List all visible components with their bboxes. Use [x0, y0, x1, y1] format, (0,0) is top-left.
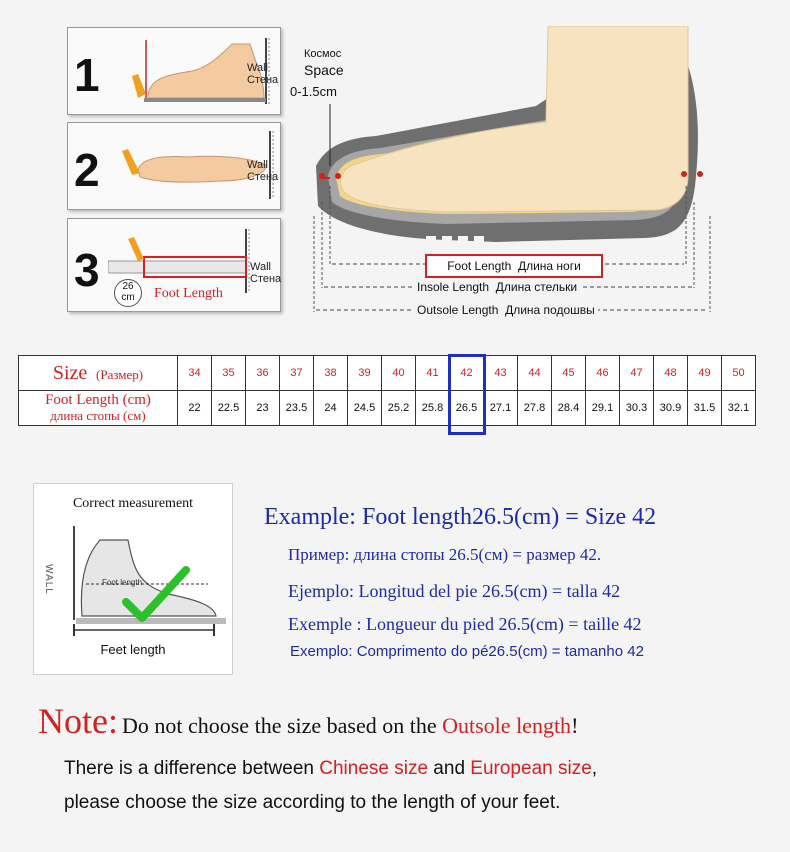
size-cell: 50: [722, 356, 756, 391]
wall-label: Wall Стена: [247, 62, 279, 86]
size-cell: 44: [518, 356, 552, 391]
wall-label: Wall Стена: [247, 159, 279, 183]
card-title: Correct measurement: [72, 496, 194, 511]
correct-measurement-card: [33, 483, 233, 675]
length-cell: 30.3: [620, 391, 654, 426]
size-cell: 39: [348, 356, 382, 391]
size-cell: 41: [416, 356, 450, 391]
length-badge: 26 cm: [114, 279, 142, 307]
length-cell: 30.9: [654, 391, 688, 426]
length-cell: 32.1: [722, 391, 756, 426]
size-cell: 40: [382, 356, 416, 391]
foot-length-small-label: Foot length: [102, 578, 143, 587]
length-cell: 27.8: [518, 391, 552, 426]
outsole-length-label: Outsole Length Длина подошвы: [414, 303, 598, 317]
length-cell: 24: [314, 391, 348, 426]
size-cell: 35: [212, 356, 246, 391]
note-line-3: please choose the size according to the length of your feet.: [64, 792, 561, 813]
example-ru: Пример: длина стопы 26.5(см) = размер 42.: [288, 545, 602, 564]
step-number: 3: [74, 244, 100, 296]
length-cell: 29.1: [586, 391, 620, 426]
length-cell: 27.1: [484, 391, 518, 426]
length-cell: 26.5: [450, 391, 484, 426]
size-cell: 47: [620, 356, 654, 391]
size-cell: 48: [654, 356, 688, 391]
size-cell: 34: [178, 356, 212, 391]
size-cell: 37: [280, 356, 314, 391]
length-cell: 22: [178, 391, 212, 426]
step-3-panel: [67, 218, 281, 312]
foot-length-box: Foot Length Длина ноги: [425, 254, 603, 278]
step-2-panel: [67, 122, 281, 210]
step-number: 1: [74, 49, 100, 101]
measurement-foot-illustration: [58, 520, 228, 630]
size-cell: 43: [484, 356, 518, 391]
example-en: Example: Foot length26.5(cm) = Size 42: [264, 504, 657, 530]
size-row: [19, 356, 756, 391]
step-number: 2: [74, 144, 100, 196]
foot-length-header: Foot Length (cm) длина стопы (см): [19, 391, 178, 426]
example-es: Ejemplo: Longitud del pie 26.5(cm) = talla 42: [288, 581, 621, 601]
length-cell: 24.5: [348, 391, 382, 426]
size-chart-table: [18, 355, 756, 426]
size-cell: 42: [450, 356, 484, 391]
foot-length-row: [19, 391, 756, 426]
note-heading: Note: Do not choose the size based on the Outsole length!: [38, 701, 579, 741]
size-header: Size (Размер): [19, 356, 178, 391]
size-cell: 36: [246, 356, 280, 391]
wall-label: Wall Стена: [250, 261, 282, 285]
feet-length-label: Feet length: [100, 642, 166, 657]
length-cell: 23: [246, 391, 280, 426]
foot-length-label: Foot Length: [154, 286, 223, 301]
space-range: 0-1.5cm: [290, 84, 337, 99]
size-42-highlight: [448, 354, 486, 435]
space-label-ru: Космос: [304, 48, 342, 60]
length-cell: 25.8: [416, 391, 450, 426]
length-cell: 25.2: [382, 391, 416, 426]
size-cell: 45: [552, 356, 586, 391]
length-cell: 31.5: [688, 391, 722, 426]
wall-vertical-label: WALL: [43, 564, 54, 595]
note-line-2: There is a difference between Chinese size and European size,: [64, 758, 598, 779]
insole-length-label: Insole Length Длина стельки: [414, 280, 580, 294]
note-title: Note:: [38, 701, 118, 741]
step-1-panel: [67, 27, 281, 115]
feet-length-bracket: [72, 622, 216, 638]
length-cell: 28.4: [552, 391, 586, 426]
length-cell: 23.5: [280, 391, 314, 426]
size-cell: 38: [314, 356, 348, 391]
size-cell: 49: [688, 356, 722, 391]
length-cell: 22.5: [212, 391, 246, 426]
example-pt: Exemplo: Comprimento do pé26.5(cm) = tamanho 42: [290, 643, 644, 660]
example-fr: Exemple : Longueur du pied 26.5(cm) = taille 42: [288, 614, 642, 634]
size-cell: 46: [586, 356, 620, 391]
space-label-en: Space: [304, 62, 344, 78]
